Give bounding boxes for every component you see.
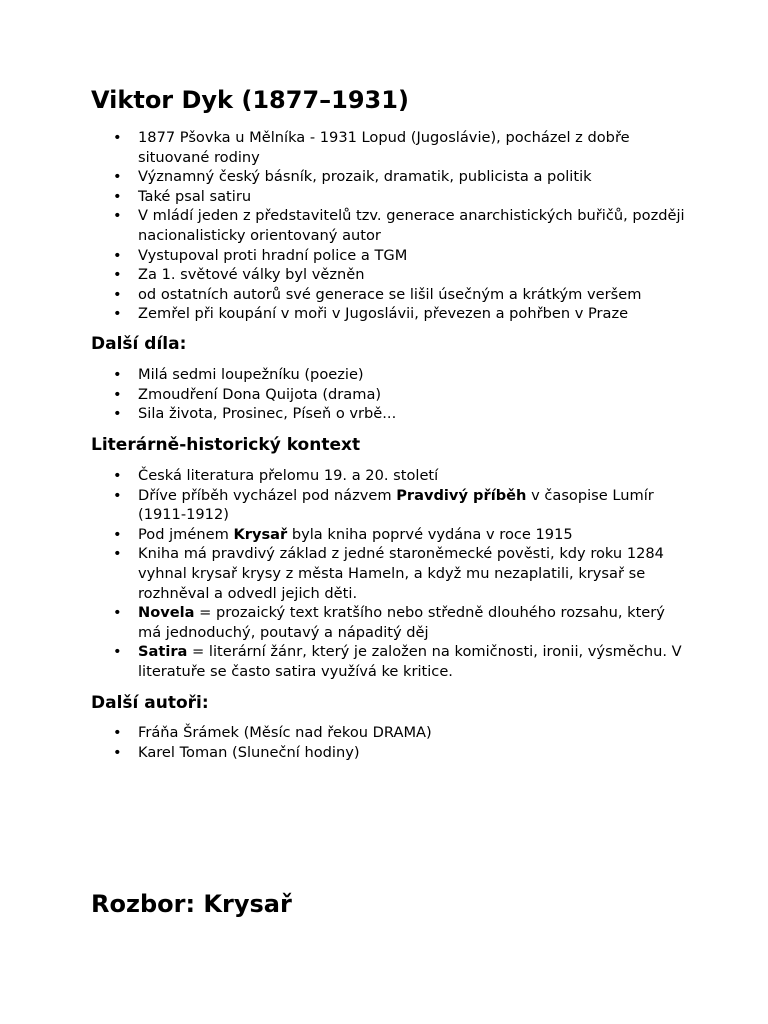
list-item: • Také psal satiru (113, 187, 252, 205)
list-item: • 1877 Pšovka u Mělníka - 1931 Lopud (Jugoslávie), pocházel z dobře situované rodiny (113, 129, 630, 166)
context-heading: Literárně-historický kontext (91, 435, 361, 455)
list-item: • Za 1. světové války byl vězněn (113, 266, 365, 284)
authors-heading: Další autoři: (91, 693, 209, 713)
bold-term: Satira (138, 643, 188, 661)
list-item: • Česká literatura přelomu 19. a 20. století (113, 467, 439, 484)
page-title: Viktor Dyk (1877–1931) (91, 86, 409, 114)
list-item: • Dříve příběh vycházel pod názvem Pravdivý příběh v časopise Lumír (1911-1912) (113, 486, 654, 524)
bio-list (91, 128, 691, 324)
list-item: • Významný český básník, prozaik, dramatik, publicista a politik (113, 168, 592, 186)
list-item: • Karel Toman (Sluneční hodiny) (113, 743, 360, 761)
list-item: • V mládí jeden z představitelů tzv. generace anarchistických buřičů, později nacionalisticky orientovaný autor (113, 207, 685, 244)
list-item: • Sila života, Prosinec, Píseň o vrbě... (113, 405, 397, 423)
list-item: • Zemřel při koupání v moři v Jugoslávii, převezen a pohřben v Praze (113, 305, 629, 323)
list-item: • Vystupoval proti hradní police a TGM (113, 246, 408, 264)
analysis-title: Rozbor: Krysař (91, 890, 292, 918)
authors-list (91, 723, 691, 762)
list-item: • Zmoudření Dona Quijota (drama) (113, 385, 382, 403)
bold-title: Krysař (233, 525, 288, 543)
works-list (91, 365, 691, 424)
list-item: • od ostatních autorů své generace se lišil úsečným a krátkým veršem (113, 285, 642, 303)
bold-term: Novela (138, 604, 195, 622)
works-heading: Další díla: (91, 334, 187, 354)
list-item: • Milá sedmi loupežníku (poezie) (113, 366, 364, 383)
list-item: • Pod jménem Krysař byla kniha poprvé vydána v roce 1915 (113, 525, 573, 543)
list-item: • Fráňa Šrámek (Měsíc nad řekou DRAMA) (113, 724, 432, 741)
list-item: • Novela = prozaický text kratšího nebo středně dlouhého rozsahu, který má jednoduchý, poutavý a nápaditý děj (113, 604, 665, 641)
list-item: • Kniha má pravdivý základ z jedné staroněmecké pověsti, kdy roku 1284 vyhnal krysař krysy z města Hameln, a když mu nezaplatili, krysař se rozhněval a odvedl jejich děti. (113, 545, 664, 602)
bold-title: Pravdivý příběh (396, 486, 527, 504)
context-list (91, 466, 691, 682)
list-item: • Satira = literární žánr, který je založen na komičnosti, ironii, výsměchu. V literatuře se často satira využívá ke kritice. (113, 643, 682, 680)
